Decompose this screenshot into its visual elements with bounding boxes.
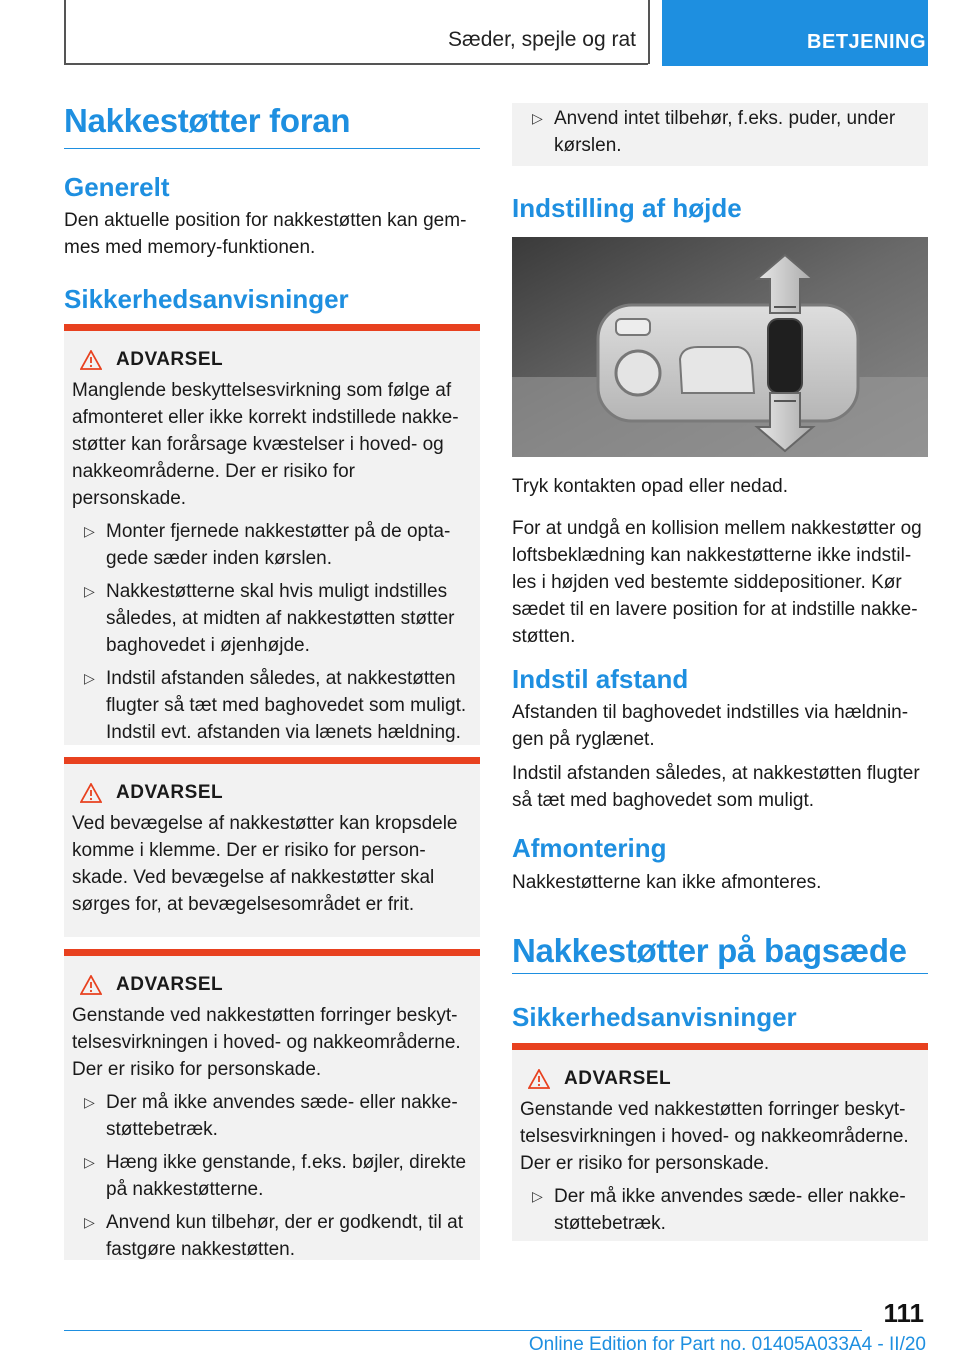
warning-box-rear: [512, 1043, 928, 1241]
warning-triangle-icon: [528, 1069, 550, 1089]
warning-triangle-icon: [80, 350, 102, 370]
list-item: ▷ Indstil afstanden således, at nakkestøtten flugter så tæt med baghovedet som muligt. Indstil evt. afstanden via lænets hældning.: [72, 665, 472, 746]
height-caption: Tryk kontakten opad eller nedad.: [512, 476, 789, 497]
warning-text: Genstande ved nakkestøtten forringer beskyttelsesvirkningen i hoved- og nakkeområderne. Der er risiko for personskade.: [520, 1099, 909, 1174]
list-item: ▷ Monter fjernede nakkestøtter på de optagede sæder inden kørslen.: [72, 518, 472, 572]
warning-label: ADVARSEL: [116, 782, 224, 803]
warning-triangle-icon: [80, 975, 102, 995]
list-item: ▷ Der må ikke anvendes sæde- eller nakkestøttebetræk.: [72, 1089, 472, 1143]
general-text: Den aktuelle position for nakkestøtten kan gemmes med memory-funktionen.: [64, 210, 467, 258]
title-rule-front: [64, 148, 480, 149]
warning-label: ADVARSEL: [116, 349, 224, 370]
warning-label: ADVARSEL: [564, 1068, 672, 1089]
bullet-triangle-icon: ▷: [84, 1214, 95, 1230]
warning-label: ADVARSEL: [116, 974, 224, 995]
bullet-triangle-icon: ▷: [84, 523, 95, 539]
list-item: ▷ Hæng ikke genstande, f.eks. bøjler, direkte på nakkestøtterne.: [72, 1149, 472, 1203]
warning-triangle-icon: [80, 783, 102, 803]
warning-text: Ved bevægelse af nakkestøtter kan kropsdele komme i klemme. Der er risiko for personskade. Ved bevægelse af nakkestøtter skal sørges for, at bevægelsesområdet er frit.: [72, 813, 458, 915]
warning-box-2: [64, 757, 480, 937]
bullet-triangle-icon: ▷: [84, 583, 95, 599]
page-title-front: Nakkestøtter foran: [64, 102, 351, 139]
header-chapter-tab[interactable]: [662, 0, 928, 66]
bullet-triangle-icon: ▷: [84, 670, 95, 686]
list-item: ▷ Anvend kun tilbehør, der er godkendt, til at fastgøre nakkestøtten.: [72, 1209, 472, 1263]
bullet-triangle-icon: ▷: [84, 1094, 95, 1110]
distance-text-2: Indstil afstanden således, at nakkestøtten flugter så tæt med baghovedet som muligt.: [512, 763, 920, 811]
bullet-triangle-icon: ▷: [84, 1154, 95, 1170]
warning-bullet-list: [520, 1183, 920, 1237]
title-rule-rear: [512, 973, 928, 974]
removal-text: Nakkestøtterne kan ikke afmonteres.: [512, 872, 822, 893]
header-left-border: [64, 0, 66, 64]
warning-header: [80, 974, 472, 996]
list-item: ▷ Anvend intet tilbehør, f.eks. puder, under kørslen.: [520, 105, 920, 159]
headrest-switch-illustration: [512, 237, 928, 457]
warning-text: Manglende beskyttelsesvirkning som følge af afmonteret eller ikke korrekt indstillede nakkestøtter kan forårsage kvæstelser i hoved- og nakkeområderne. Der er risiko for personskade.: [72, 380, 459, 509]
footer-rule: [64, 1330, 862, 1331]
warning-box-1: [64, 324, 480, 745]
list-item: ▷ Der må ikke anvendes sæde- eller nakkestøttebetræk.: [520, 1183, 920, 1237]
header-chapter-label: BETJENING: [807, 31, 926, 53]
warning-header: [528, 1068, 920, 1090]
header-bottom-border: [64, 63, 648, 65]
removal-heading: Afmontering: [512, 833, 667, 863]
warning-bullet-list: [520, 105, 920, 159]
header-section-title: Sæder, spejle og rat: [448, 28, 636, 51]
warning-bullet-list: [72, 1089, 472, 1263]
bullet-triangle-icon: ▷: [532, 1188, 543, 1204]
height-heading: Indstilling af højde: [512, 193, 742, 223]
warning-header: [80, 349, 472, 371]
warning-box-3: [64, 949, 480, 1260]
page-number: 111: [883, 1298, 924, 1328]
warning-bullet-list: [72, 518, 472, 746]
page-title-rear: Nakkestøtter på bagsæde: [512, 932, 907, 969]
distance-heading: Indstil afstand: [512, 664, 689, 694]
safety-heading-rear: Sikkerhedsanvisninger: [512, 1002, 797, 1032]
continued-warning-box: [512, 103, 928, 166]
warning-text: Genstande ved nakkestøtten forringer beskyttelsesvirkningen i hoved- og nakkeområderne. Der er risiko for personskade.: [72, 1005, 461, 1080]
general-heading: Generelt: [64, 172, 170, 202]
distance-text-1: Afstanden til baghovedet indstilles via hældningen på ryglænet.: [512, 702, 909, 750]
safety-heading-front: Sikkerhedsanvisninger: [64, 284, 349, 314]
footer-edition-text: Online Edition for Part no. 01405A033A4 - II/20: [528, 1334, 926, 1355]
bullet-triangle-icon: ▷: [532, 110, 543, 126]
header-separator: [648, 0, 650, 64]
list-item: ▷ Nakkestøtterne skal hvis muligt indstilles således, at midten af nakkestøtten støtter baghovedet i øjenhøjde.: [72, 578, 472, 659]
height-text: For at undgå en kollision mellem nakkestøtter og loftsbeklædning kan nakkestøtterne ikke indstilles i højden ved bestemte siddepositioner. Kør sædet til en lavere position for at indstille nakkestøtten.: [512, 518, 922, 647]
warning-header: [80, 782, 472, 804]
footer-edition[interactable]: [398, 1334, 926, 1356]
